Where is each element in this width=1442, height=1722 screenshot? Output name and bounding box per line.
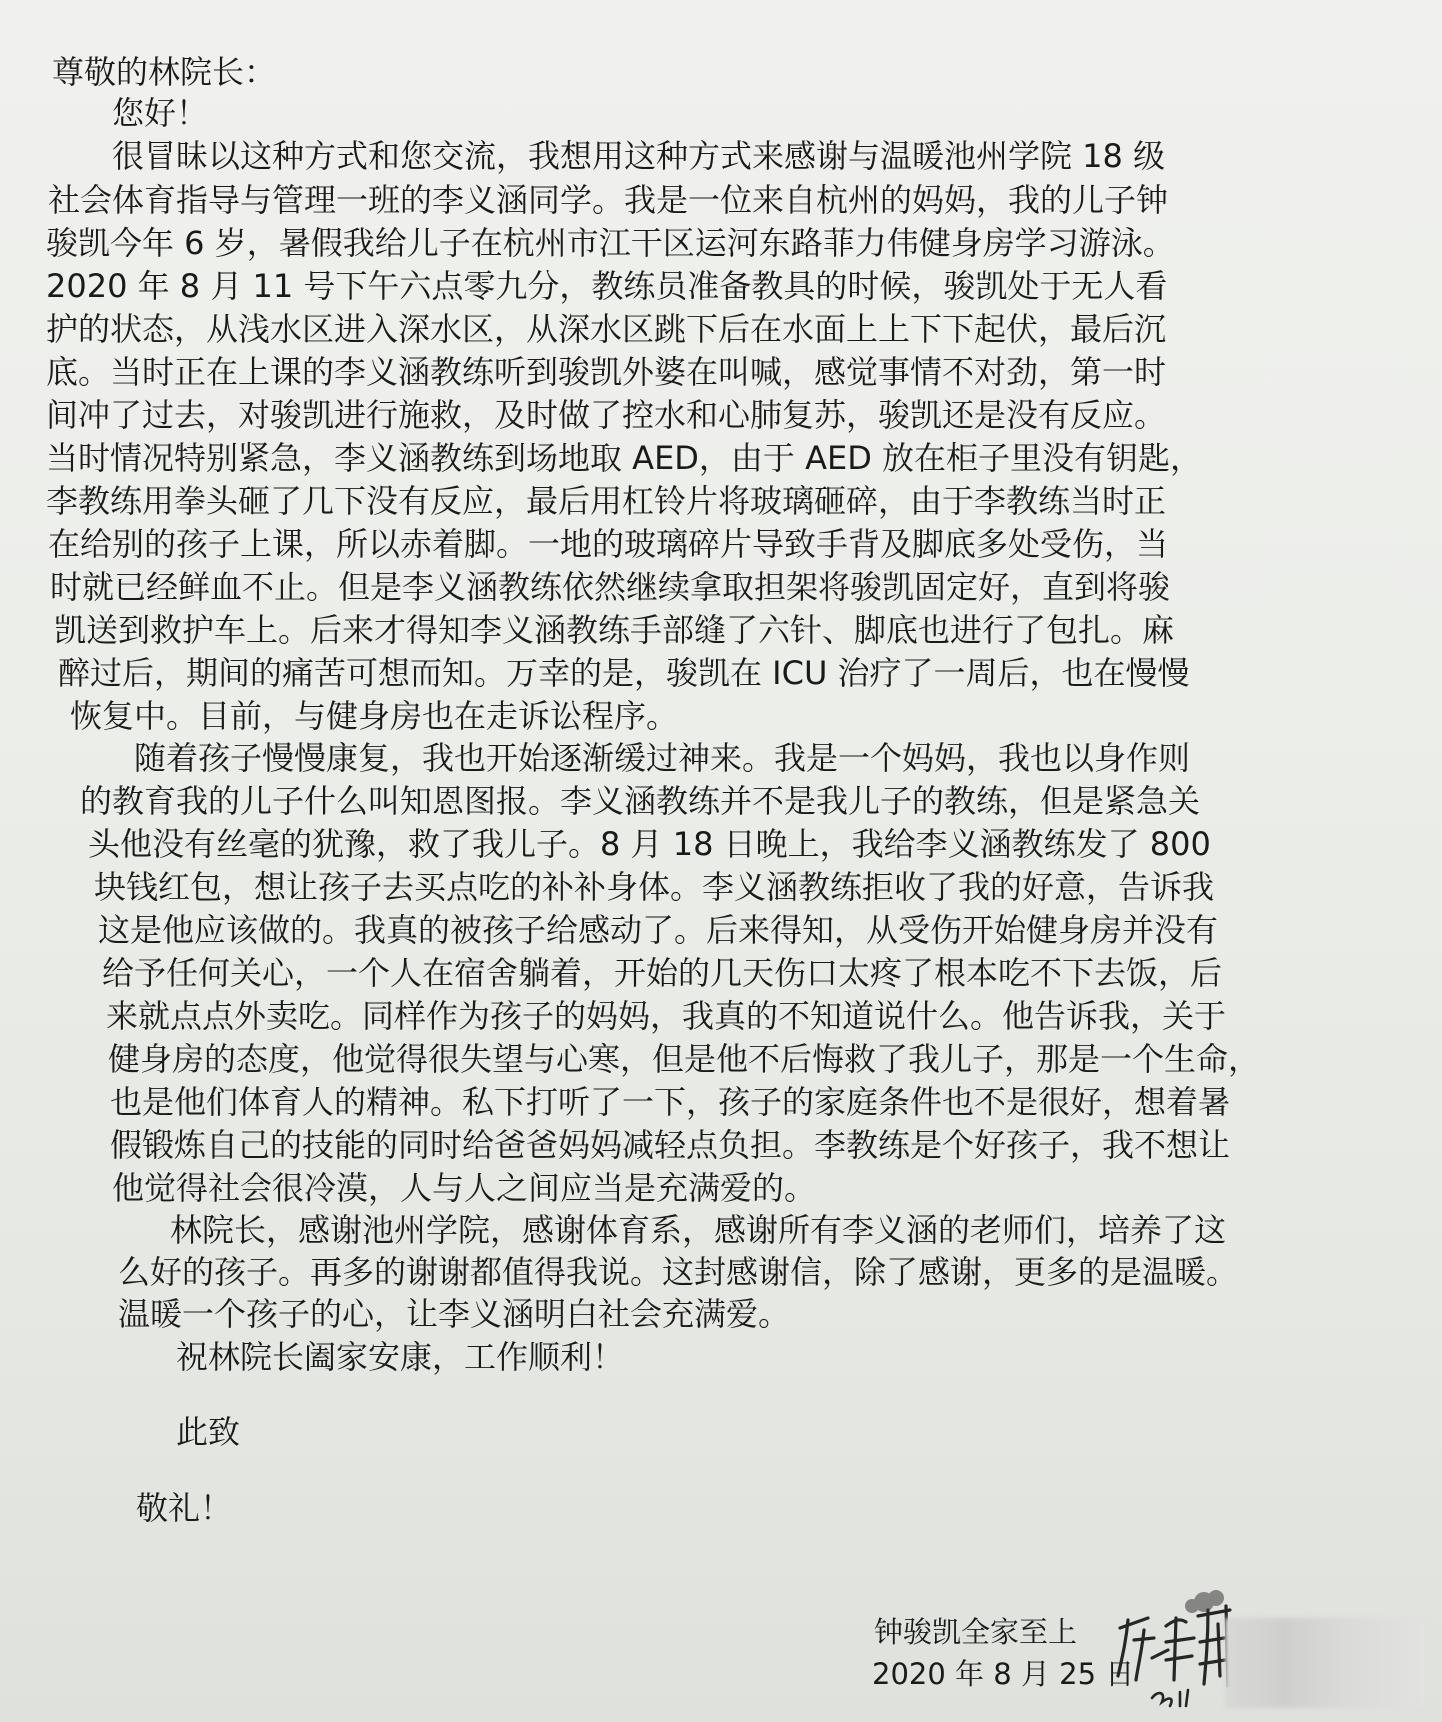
body-line: 给予任何关心，一个人在宿舍躺着，开始的几天伤口太疼了根本吃不下去饭，后 <box>102 954 1223 992</box>
closing-wish: 祝林院长阖家安康，工作顺利！ <box>176 1338 625 1376</box>
blurred-stamp-area <box>1225 1618 1425 1708</box>
body-line: 凯送到救护车上。后来才得知李义涵教练手部缝了六针、脚底也进行了包扎。麻 <box>54 611 1175 649</box>
body-line: 醉过后，期间的痛苦可想而知。万幸的是，骏凯在 ICU 治疗了一周后，也在慢慢 <box>58 654 1190 692</box>
body-line: 块钱红包，想让孩子去买点吃的补补身体。李义涵教练拒收了我的好意，告诉我 <box>94 868 1215 906</box>
body-line: 很冒昧以这种方式和您交流，我想用这种方式来感谢与温暖池州学院 18 级 <box>112 137 1166 175</box>
body-line: 来就点点外卖吃。同样作为孩子的妈妈，我真的不知道说什么。他告诉我，关于 <box>106 997 1227 1035</box>
body-line: 骏凯今年 6 岁，暑假我给儿子在杭州市江干区运河东路菲力伟健身房学习游泳。 <box>46 224 1175 262</box>
body-line: 时就已经鲜血不止。但是李义涵教练依然继续拿取担架将骏凯固定好，直到将骏 <box>50 568 1171 606</box>
salutation: 尊敬的林院长： <box>52 53 277 91</box>
body-line: 护的状态，从浅水区进入深水区，从深水区跳下后在水面上上下下起伏，最后沉 <box>46 310 1167 348</box>
body-line: 健身房的态度，他觉得很失望与心寒，但是他不后悔救了我儿子，那是一个生命， <box>108 1040 1261 1078</box>
body-line: 也是他们体育人的精神。私下打听了一下，孩子的家庭条件也不是很好，想着暑 <box>110 1083 1231 1121</box>
body-line: 头他没有丝毫的犹豫，救了我儿子。8 月 18 日晚上，我给李义涵教练发了 800 <box>88 825 1211 863</box>
signoff: 钟骏凯全家至上 <box>874 1615 1078 1649</box>
body-line: 假锻炼自己的技能的同时给爸爸妈妈减轻点负担。李教练是个好孩子，我不想让 <box>110 1126 1231 1164</box>
body-line: 他觉得社会很冷漠，人与人之间应当是充满爱的。 <box>112 1169 817 1207</box>
body-line: 恢复中。目前，与健身房也在走诉讼程序。 <box>70 697 679 735</box>
body-line: 随着孩子慢慢康复，我也开始逐渐缓过神来。我是一个妈妈，我也以身作则 <box>134 739 1191 777</box>
greeting: 您好！ <box>112 94 209 132</box>
closing-cizhi: 此致 <box>176 1413 241 1451</box>
body-line: 的教育我的儿子什么叫知恩图报。李义涵教练并不是我儿子的教练，但是紧急关 <box>80 782 1201 820</box>
body-line: 温暖一个孩子的心，让李义涵明白社会充满爱。 <box>118 1295 791 1333</box>
body-line: 这是他应该做的。我真的被孩子给感动了。后来得知，从受伤开始健身房并没有 <box>98 911 1219 949</box>
body-line: 李教练用拳头砸了几下没有反应，最后用杠铃片将玻璃砸碎，由于李教练当时正 <box>46 482 1167 520</box>
body-line: 社会体育指导与管理一班的李义涵同学。我是一位来自杭州的妈妈，我的儿子钟 <box>48 181 1169 219</box>
body-line: 在给别的孩子上课，所以赤着脚。一地的玻璃碎片导致手背及脚底多处受伤，当 <box>48 525 1169 563</box>
body-line: 间冲了过去，对骏凯进行施救，及时做了控水和心肺复苏，骏凯还是没有反应。 <box>46 396 1167 434</box>
body-line: 底。当时正在上课的李义涵教练听到骏凯外婆在叫喊，感觉事情不对劲，第一时 <box>46 353 1167 391</box>
body-line: 当时情况特别紧急，李义涵教练到场地取 AED，由于 AED 放在柜子里没有钥匙， <box>46 439 1203 477</box>
body-line: 2020 年 8 月 11 号下午六点零九分，教练员准备教具的时候，骏凯处于无人看 <box>46 267 1168 305</box>
letter-date: 2020 年 8 月 25 日 <box>872 1657 1135 1691</box>
body-line: 么好的孩子。再多的谢谢都值得我说。这封感谢信，除了感谢，更多的是温暖。 <box>118 1253 1239 1291</box>
body-line: 林院长，感谢池州学院，感谢体育系，感谢所有李义涵的老师们，培养了这 <box>170 1211 1227 1249</box>
closing-jingli: 敬礼！ <box>136 1489 233 1527</box>
